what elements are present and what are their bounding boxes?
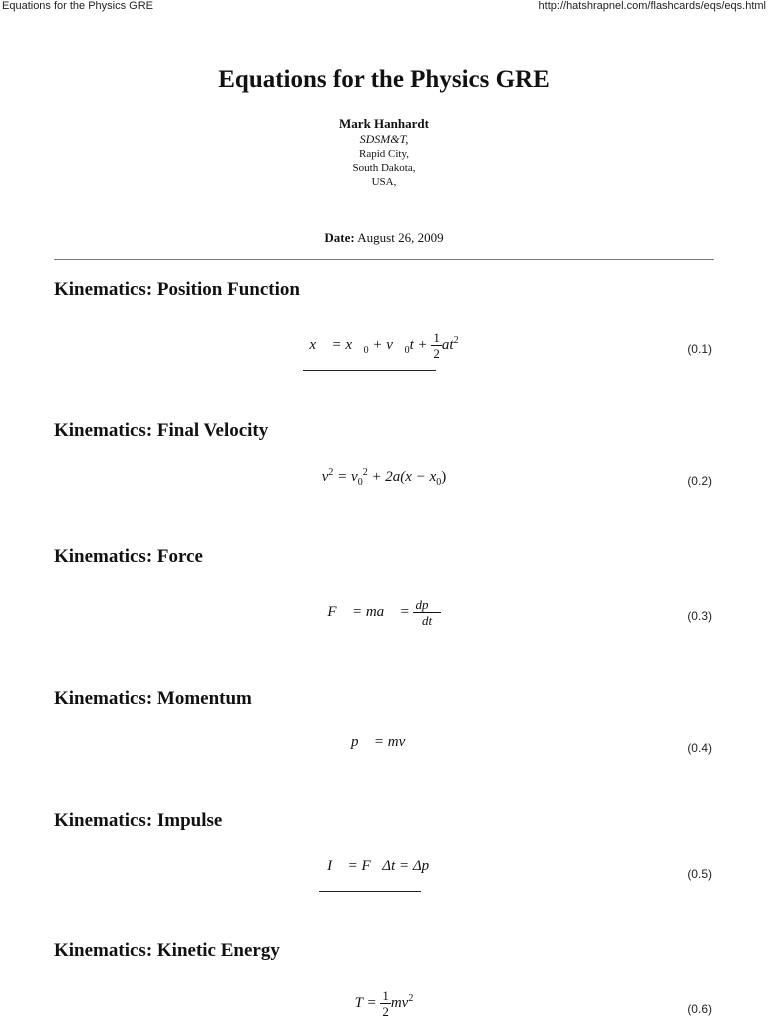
document-title: Equations for the Physics GRE xyxy=(218,66,550,93)
equation-number-0-4: (0.4) xyxy=(687,741,712,755)
section-heading-position-function: Kinematics: Position Function xyxy=(54,279,300,300)
equation-momentum: p⃗ = mv⃗ xyxy=(351,734,417,750)
equation-position-function: x⃗ = $x⃗_0$ + $v⃗_0t$ + $\frac{1}{2}$ $at^2$ xyxy=(309,330,459,361)
author-state: South Dakota, xyxy=(352,162,416,174)
print-header-title: Equations for the Physics GRE xyxy=(2,0,154,12)
equation-final-velocity: $v^2 = v_0^2 + 2a(x - x_0)$ xyxy=(321,467,447,488)
equation-kinetic-energy: T = $\frac{1}{2}$ $mv^2$ xyxy=(354,988,414,1019)
date-label: Date: xyxy=(324,230,355,245)
author-country: USA, xyxy=(371,176,397,188)
date-line xyxy=(0,230,768,246)
equation-underline xyxy=(319,891,421,892)
date-value: August 26, 2009 xyxy=(357,230,444,245)
equation-number-0-1: (0.1) xyxy=(687,342,712,356)
section-heading-momentum: Kinematics: Momentum xyxy=(54,688,252,709)
equation-underline xyxy=(303,370,436,371)
header-divider xyxy=(54,259,714,260)
author-affiliation: SDSM&T, xyxy=(359,132,409,146)
equation-number-0-5: (0.5) xyxy=(687,867,712,881)
section-heading-kinetic-energy: Kinematics: Kinetic Energy xyxy=(54,940,280,961)
print-header-url[interactable]: http://hatshrapnel.com/flashcards/eqs/eqs.html xyxy=(538,0,766,12)
equation-force: F⃗ = ma⃗ = $\frac{dp⃗}{dt}$ xyxy=(327,597,439,628)
author-name: Mark Hanhardt xyxy=(339,116,429,131)
equation-number-0-6: (0.6) xyxy=(687,1002,712,1016)
equation-number-0-3: (0.3) xyxy=(687,609,712,623)
author-block xyxy=(0,116,768,189)
author-city: Rapid City, xyxy=(358,148,409,160)
section-heading-force: Kinematics: Force xyxy=(54,546,203,567)
equation-impulse: I⃗ = F⃗Δt = Δp⃗ xyxy=(327,858,441,874)
section-heading-final-velocity: Kinematics: Final Velocity xyxy=(54,420,269,441)
section-heading-impulse: Kinematics: Impulse xyxy=(54,810,223,831)
equation-number-0-2: (0.2) xyxy=(687,474,712,488)
print-header xyxy=(0,0,768,14)
